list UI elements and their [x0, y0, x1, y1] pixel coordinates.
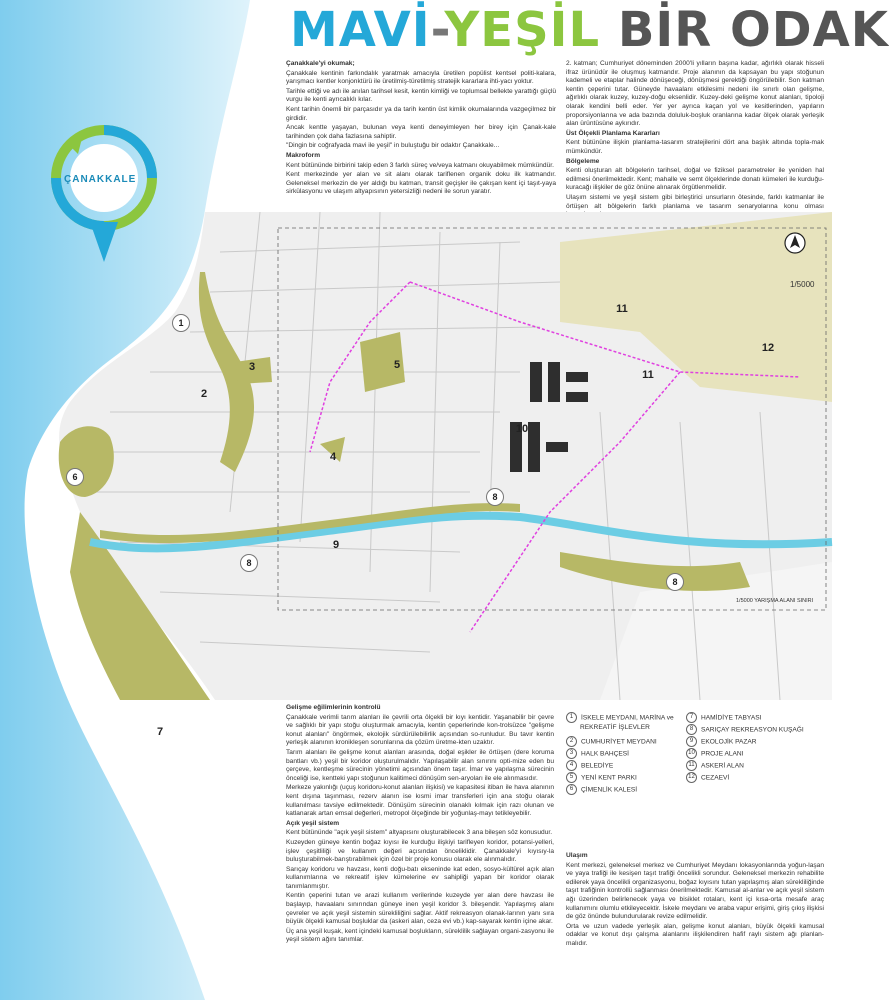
north-arrow-icon [784, 232, 806, 254]
legend-item-1b: REKREATİF İŞLEVLER [580, 724, 650, 731]
paragraph: Üç ana yeşil kuşak, kent içindeki kamusal boşlukların, süreklilik sağlayan organi-zasyonu ile yeşil sistem ağını tanımlar. [286, 927, 554, 944]
map-label-1: 1 [172, 314, 190, 332]
legend-item-3: 3 HALK BAHÇESİ [566, 748, 629, 759]
section-heading: Ulaşım [566, 852, 588, 859]
text-column-3 [286, 704, 554, 946]
city-map [0, 212, 832, 700]
section-heading: Makroform [286, 151, 321, 159]
legend-item-9: 9 EKOLOJİK PAZAR [686, 736, 757, 747]
map-label-8a: 8 [486, 488, 504, 506]
text-column-1 [286, 60, 556, 198]
legend-item-5: 5 YENİ KENT PARKI [566, 772, 637, 783]
paragraph: Kuzeyden güneye kentin boğaz kıyısı ile kurduğu ilişkiyi tarifleyen koridor, potansi-yelleri, işlev çeşitliliği ve kullanım değeri açısından önceliklidir. Çanakkale'yi kıyısıy-la buluşturabilmek-barıştırabilmek için özel bir proje konusu olarak ele alınmalıdır. [286, 838, 554, 864]
paragraph: Ulaşım sistemi ve yeşil sistem gibi birleştirici unsurların ötesinde, farklı katmanlar ile örtüşen alt bölgelerin farklı planlama ve tasarım senaryolarına konu olması [566, 193, 824, 210]
legend-item-12: 12 CEZAEVİ [686, 772, 729, 783]
legend-item-7: 7 HAMİDİYE TABYASI [686, 712, 761, 723]
section-heading: Açık yeşil sistem [286, 819, 340, 827]
paragraph: Kenti oluşturan alt bölgelerin tarihsel, doğal ve fiziksel parametreler ile yeniden hal edilmesi önerilmektedir. Kent; mahalle ve semt ölçeklerinde donatı kümeleri ile kurduğu-kuracağı ilişkiler de göz önüne alınarak örgütlenmelidir. [566, 167, 824, 192]
map-label-8c: 8 [666, 573, 684, 591]
map-label-10: 10 [515, 423, 529, 435]
legend-item-4: 4 BELEDİYE [566, 760, 613, 771]
section-heading: Üst Ölçekli Planlama Kararları [566, 129, 660, 137]
legend-item-11: 11 ASKERİ ALAN [686, 760, 744, 771]
section-heading: Gelişme eğilimlerinin kontrolü [286, 704, 381, 711]
paragraph: 2. katman; Cumhuriyet döneminden 2000'li yılların başına kadar, ağırlıklı olarak hisseli ifraz ürünüdür ile oluşmuş katmandır. Proje alanının da kapsayan bu yapı stoğunun kademeli ve etaplar halinde dönüşeceği, dönüşmesi gerektiği öngörülebilir. Son katman kentin çeperini tutar. Güneyde havaalanı etkilesimi nedeni ile sınırlı olan gelişme, ağırlıklı olarak kuzey, kuzey-doğu eksenlidir. Kuzey-deki gelişme konut alanları, tipoloji olarak kendini belli eder. Yer yer ayrıca kaçan yol ve kesitlerinden, yapıların proporsiyonlarına ve ada bazında doluluk-boşluk oranlarına kadar ölçek olarak yerleşik alan ürüntüsüne aykırıdır. [566, 60, 824, 128]
map-label-12: 12 [761, 342, 775, 354]
logo-label: ÇANAKKALE [64, 174, 137, 185]
map-label-2: 2 [200, 388, 208, 400]
paragraph: Kentin çeperini tutan ve arazi kullanım verilerinde kuzeyde yer alan dere havzası ile başlayıp, havaalanı sınırından güneye inen yeşil koridor 3. bileşendir. Yapılaşmış alanı çevreler ve açık yeşil sistemin sürekliliğini sağlar. Aktif rekreasyon olanak-larının yanı sıra büyük ölçekli kamusal boşluklar da (askeri alan, ceza evi vb.) kap-sayarak kentin içine akar. [286, 892, 554, 926]
legend-item-10: 10 PROJE ALANI [686, 748, 744, 759]
map-label-4: 4 [329, 451, 337, 463]
section-heading: Çanakkale'yi okumak; [286, 60, 355, 67]
map-label-11a: 11 [616, 303, 628, 315]
paragraph: Orta ve uzun vadede yerleşik alan, gelişme konut alanları, büyük ölçekli kamusal odaklar ve konut dışı çalışma alanlarını ilişkilendiren hafif raylı sistem ağı planlan-malıdır. [566, 922, 824, 947]
paragraph: Kent bütününde birbirini takip eden 3 farklı süreç ve/veya katmanı okuyabilmek mümkündür. [286, 161, 554, 169]
text-column-2 [566, 60, 824, 221]
map-label-8b: 8 [240, 554, 258, 572]
paragraph: Merkeze yakınlığı (uçuş koridoru-konut alanları ilişkisi) ve kapasitesi itibarı ile hava alanının kent dışına taşınması, rezerv alanın ise kısmi imar transferleri için ana stoğu olarak kullanılması tavsiye edilmektedir. Dönüşüm sürecinin olanaklı kılmak için razı olunan ve katlanarak artan emsal değerleri, metropol ölçeğinde bir yoğunlaş-mayı tetikleyebilir. [286, 784, 554, 818]
text-column-4 [566, 852, 824, 950]
paragraph: Çanakkale kentinin farkındalık yaratmak amacıyla üretilen popülist kentsel politi-kalara, yarışmacı kentler konjonktürü ile üretilmiş-türetilmiş stratejik kararlara ihti-yacı yoktur. [286, 69, 556, 86]
paragraph: Kent tarihin önemli bir parçasıdır ya da tarih kentin üst kimlik okumalarında vazgeçilmez bir girdidir. [286, 105, 556, 122]
map-scale: 1/5000 [790, 280, 815, 289]
paragraph: "Dingin bir coğrafyada mavi ile yeşil" in buluştuğu bir odaktır Çanakkale... [286, 142, 500, 150]
title-part-bir-odak: BİR ODAK [617, 2, 889, 58]
section-heading: Bölgeleme [566, 157, 600, 165]
map-label-5: 5 [393, 359, 401, 371]
map-label-9: 9 [332, 539, 340, 551]
legend-item-1: 1 İSKELE MEYDANI, MARİNA ve [566, 712, 674, 723]
paragraph: Ancak kentte yaşayan, bulunan veya kenti deneyimleyen her birey için Çanak-kale tarihinden çok daha fazlasına sahiptir. [286, 124, 556, 140]
map-label-6: 6 [66, 468, 84, 486]
legend-item-2: 2 CUMHURİYET MEYDANI [566, 736, 657, 747]
title-dash: - [430, 2, 445, 58]
map-label-3: 3 [248, 361, 256, 373]
paragraph: Kent merkezinde yer alan ve sit alanı olarak tariflenen organik doku ilk katmandır. Geleneksel merkezin de yer aldığı bu katman, transit geçişler ile çakışan kent içi taşıt-yaya sirkülasyonu ve ulaşım altyapısının yetersizliği nedeni ile sorun yaratır. [286, 171, 556, 196]
paragraph: Kent bütününe ilişkin planlama-tasarım stratejilerini dört ana başlık altında topla-mak mümkündür. [566, 139, 824, 155]
map-label-11b: 11 [642, 369, 654, 381]
legend-item-8: 8 SARIÇAY REKREASYON KUŞAĞI [686, 724, 804, 735]
paragraph: Sarıçay koridoru ve havzası, kenti doğu-batı ekseninde kat eden, sosyo-kültürel açık alan kullanımlarına ve rekreatif işlev kümelerine ev sahipliği yapan bir koridor olarak tanımlanmıştır. [286, 865, 554, 890]
paragraph: Kent bütününde "açık yeşil sistem" altyapısını oluşturabilecek 3 ana bileşen söz konusudur. [286, 829, 553, 837]
title-part-mavi: MAVİ [290, 2, 431, 58]
paragraph: Çanakkale verimli tarım alanları ile çevrili orta ölçekli bir kıyı kentidir. Yaşanabilir bir çevre ve sağlıklı bir yapı stoğu oluşturmak amacıyla, kentin çeperlerinde kon-trolsüzce "gelişme konut alanları" öngörmek, ekolojik sürdürülebilirlik açısından so-runludur. Bu tavır kentin yerleşik alanının kronikleşen sorunlarına da çözüm üretme-kten uzaktır. [286, 713, 554, 747]
paragraph: Tarım alanları ile gelişme konut alanları arasında, doğal eşikler ile örtüşen (dere koruma bantları vb.) yeşil bir koridor oluşturulmalıdır. Yapılaşabilir alan sınırını opti-mize eden bu çerçeve, kentleşme sürecinin yönetimi açısından önem taşır. İmar ve yapılaşma sürecinin önceliği ise, kentteki yapı stoğunun kalitimeci dönüşüm sen-aryoları ile ele alınmasıdır. [286, 748, 554, 782]
paragraph: Tarihle ettiği ve adı ile anılan tarihsel kesit, kentin kimliği ve toplumsal bellekte yarattığı güçlü vurgu ile kenti ayrıcalıklı kılar. [286, 87, 556, 104]
legend-item-6: 6 ÇİMENLİK KALESİ [566, 784, 637, 795]
map-label-7: 7 [156, 726, 164, 738]
page-title [290, 2, 889, 58]
paragraph: Kent merkezi, geleneksel merkez ve Cumhuriyet Meydanı lokasyonlarında yoğun-laşan ve yaya trafiği ile kesişen taşıt trafiği öncelikli sorundur. Geleneksel merkezin rehabilite edilerek yaya öncelikli organizasyonu, boğaz kıyısını tutan yapılaşmış alan sürekliliğinde taşıt trafiğinin kontrollü sağlanması önerilmektedir. Kamusal al-anlar ve açık yeşil sistem ağı üzerinden belirlenecek yaya ve bisiklet rotaları, kent içi kısa-orta mesafe araç kullanımını olumlu etkileyecektir. İskele meydanı ve araba vapur erişimi, giriş çıkış ilişkisi de göz önünde bulundurularak revize edilmelidir. [566, 861, 824, 921]
study-area-label: 1/5000 YARIŞMA ALANI SINIRI [736, 598, 814, 604]
title-part-yesil: YEŞİL [444, 2, 601, 58]
